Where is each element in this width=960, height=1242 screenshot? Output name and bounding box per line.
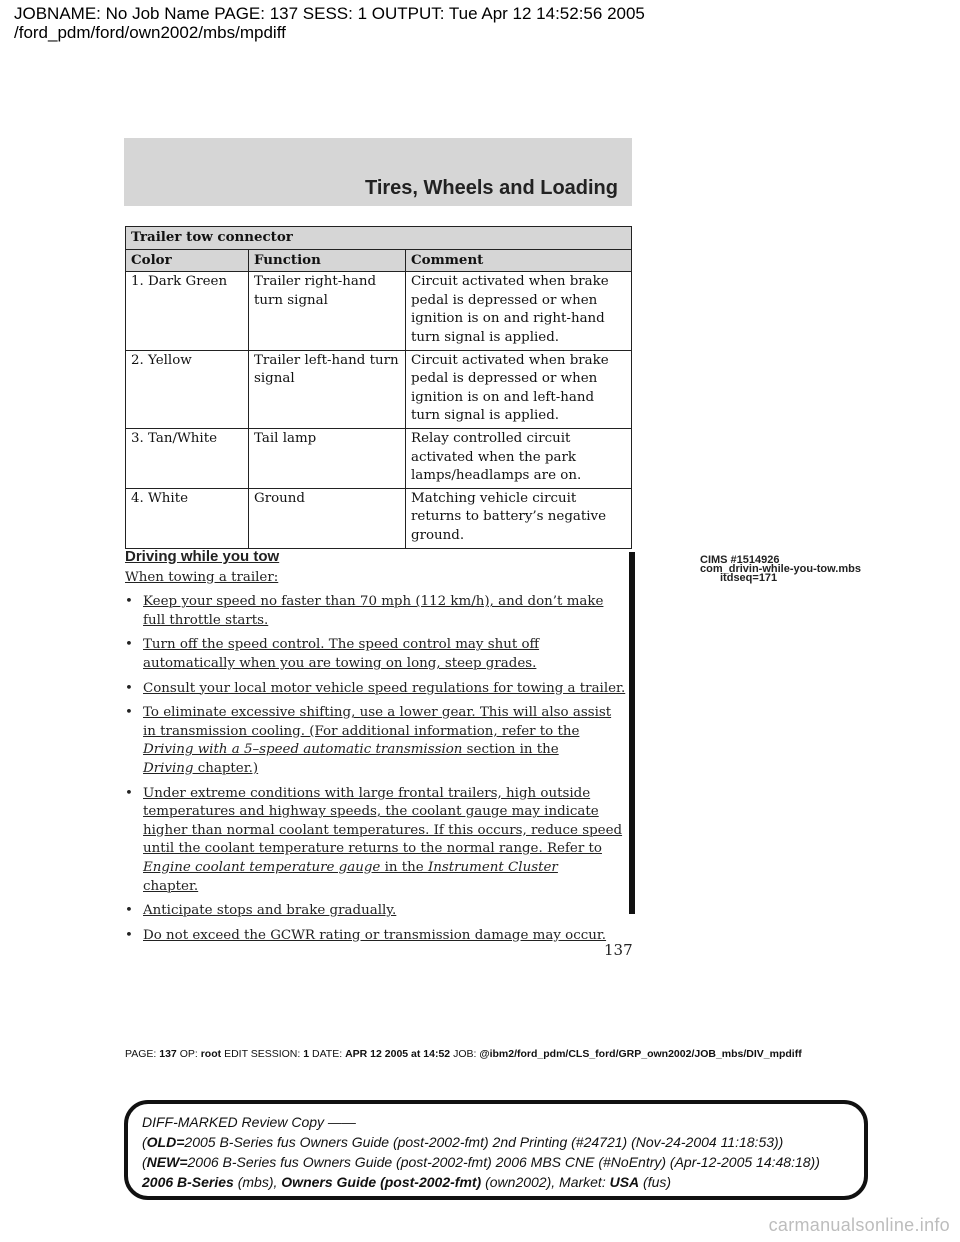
bullet-text-part: chapter.) — [193, 760, 259, 776]
table-row — [126, 428, 632, 488]
section-title: Tires, Wheels and Loading — [364, 177, 618, 199]
table-row — [126, 488, 632, 548]
list-item — [125, 902, 630, 921]
table-title-row — [126, 227, 632, 250]
job-header — [14, 4, 645, 42]
bullet-icon: • — [125, 637, 133, 653]
reference-driving: Driving — [143, 760, 194, 776]
footer-job-label: JOB: — [453, 1048, 477, 1060]
footer-date-label: DATE: — [312, 1048, 343, 1060]
diff-new-open: ( — [142, 1154, 147, 1170]
footer-op-label: OP: — [179, 1048, 198, 1060]
list-item — [125, 636, 630, 673]
cims-annotation — [700, 556, 861, 583]
footer-date-value: APR 12 2005 at 14:52 — [345, 1048, 451, 1060]
cims-file: com_drivin-while-you-tow.mbs — [700, 563, 861, 575]
row-comment: Circuit activated when brake pedal is depressed or when ignition is on and right-hand turn signal is applied. — [406, 272, 632, 350]
bullet-text: temperatures and highway speeds, the coolant gauge may indicate — [143, 804, 599, 820]
bullet-text-part: section in the — [462, 742, 559, 758]
bullet-text — [143, 760, 630, 779]
job-header-line1: JOBNAME: No Job Name PAGE: 137 SESS: 1 OUTPUT: Tue Apr 12 14:52:56 2005 — [14, 4, 645, 23]
trailer-connector-table — [125, 226, 632, 549]
reference-coolant-gauge: Engine coolant temperature gauge — [143, 859, 381, 875]
bullet-text: until the coolant temperature returns to the normal range. Refer to — [143, 841, 602, 857]
page-number: 137 — [604, 941, 633, 959]
list-item — [125, 785, 630, 897]
bullet-text: Consult your local motor vehicle speed regulations for towing a trailer. — [143, 680, 626, 696]
footer-job-value: @ibm2/ford_pdm/CLS_ford/GRP_own2002/JOB_mbs/DIV_mpdiff — [479, 1048, 802, 1060]
diff-market: USA — [609, 1174, 640, 1190]
table-title: Trailer tow connector — [126, 227, 632, 250]
bullet-text: Do not exceed the GCWR rating or transmission damage may occur. — [143, 927, 607, 943]
bullet-icon: • — [125, 785, 133, 801]
footer-page-label: PAGE: — [125, 1048, 157, 1060]
cims-id: CIMS #1514926 — [700, 554, 780, 566]
row-function: Tail lamp — [249, 428, 406, 488]
table-row — [126, 350, 632, 428]
section-header-band — [124, 138, 632, 206]
bullet-text: higher than normal coolant temperatures. If this occurs, reduce speed — [143, 822, 623, 838]
bullet-icon: • — [125, 927, 133, 943]
diff-new-line — [142, 1152, 850, 1172]
bullet-text: Anticipate stops and brake gradually. — [143, 903, 397, 919]
row-function: Trailer right-hand turn signal — [249, 272, 406, 350]
bullet-icon: • — [125, 594, 133, 610]
list-item — [125, 593, 630, 630]
diff-old-line — [142, 1132, 850, 1152]
bullet-text: in transmission cooling. (For additional information, refer to the — [143, 723, 580, 739]
bullet-text: chapter. — [143, 878, 199, 894]
intro-text: When towing a trailer: — [125, 569, 279, 585]
diff-old-label: OLD= — [146, 1134, 185, 1150]
row-color: 3. Tan/White — [126, 428, 249, 488]
bullet-text: automatically when you are towing on long, steep grades. — [143, 655, 537, 671]
row-color: 4. White — [126, 488, 249, 548]
row-comment: Relay controlled circuit activated when the park lamps/headlamps are on. — [406, 428, 632, 488]
diff-new-label: NEW= — [146, 1154, 188, 1170]
row-function: Trailer left-hand turn signal — [249, 350, 406, 428]
print-footer — [125, 1048, 802, 1060]
row-color: 2. Yellow — [126, 350, 249, 428]
bullet-text: To eliminate excessive shifting, use a lower gear. This will also assist — [143, 705, 612, 721]
diff-old-open: ( — [142, 1134, 147, 1150]
diff-model-code: (mbs), — [233, 1174, 282, 1190]
bullet-text: full throttle starts. — [143, 612, 269, 628]
row-comment: Matching vehicle circuit returns to battery’s negative ground. — [406, 488, 632, 548]
footer-edit-value: 1 — [303, 1048, 310, 1060]
bullet-text — [143, 741, 630, 760]
row-comment: Circuit activated when brake pedal is depressed or when ignition is on and left-hand turn signal is applied. — [406, 350, 632, 428]
bullet-text: Keep your speed no faster than 70 mph (112 km/h), and don’t make — [143, 594, 604, 610]
bullet-icon: • — [125, 903, 133, 919]
diff-guide: Owners Guide (post-2002-fmt) — [281, 1174, 482, 1190]
diff-guide-code: (own2002), Market: — [481, 1174, 610, 1190]
diff-product-line — [142, 1172, 850, 1192]
list-item — [125, 680, 630, 699]
footer-page-value: 137 — [159, 1048, 177, 1060]
diff-old-text: 2005 B-Series fus Owners Guide (post-2002-fmt) 2nd Printing (#24721) (Nov-24-2004 11:18:53)) — [184, 1134, 784, 1150]
footer-edit-label: EDIT SESSION: — [224, 1048, 301, 1060]
bullet-text-part: in the — [380, 859, 428, 875]
driving-section — [125, 548, 630, 951]
row-color: 1. Dark Green — [126, 272, 249, 350]
diff-title: DIFF-MARKED Review Copy —— — [142, 1114, 356, 1130]
bullet-text: Under extreme conditions with large frontal trailers, high outside — [143, 785, 591, 801]
bullet-text — [143, 859, 630, 878]
watermark: carmanualsonline.info — [768, 1215, 950, 1235]
diff-new-text: 2006 B-Series fus Owners Guide (post-2002-fmt) 2006 MBS CNE (#NoEntry) (Apr-12-2005 14:48:18)) — [187, 1154, 820, 1170]
bullet-text: Turn off the speed control. The speed control may shut off — [143, 637, 540, 653]
diff-review-box — [124, 1100, 868, 1200]
section-heading: Driving while you tow — [125, 548, 280, 565]
diff-model: 2006 B-Series — [142, 1174, 234, 1190]
reference-instrument-cluster: Instrument Cluster — [427, 859, 558, 875]
job-header-line2: /ford_pdm/ford/own2002/mbs/mpdiff — [14, 23, 286, 42]
bullet-icon: • — [125, 705, 133, 721]
column-header-comment: Comment — [406, 249, 632, 272]
change-bar — [629, 552, 635, 914]
column-header-function: Function — [249, 249, 406, 272]
column-header-color: Color — [126, 249, 249, 272]
list-item — [125, 927, 630, 946]
cims-seq: itdseq=171 — [720, 572, 778, 584]
footer-op-value: root — [200, 1048, 222, 1060]
table-row — [126, 272, 632, 350]
list-item — [125, 704, 630, 778]
bullet-icon: • — [125, 680, 133, 696]
reference-transmission: Driving with a 5–speed automatic transmission — [143, 742, 463, 758]
row-function: Ground — [249, 488, 406, 548]
diff-market-code: (fus) — [639, 1174, 672, 1190]
table-header-row — [126, 249, 632, 272]
